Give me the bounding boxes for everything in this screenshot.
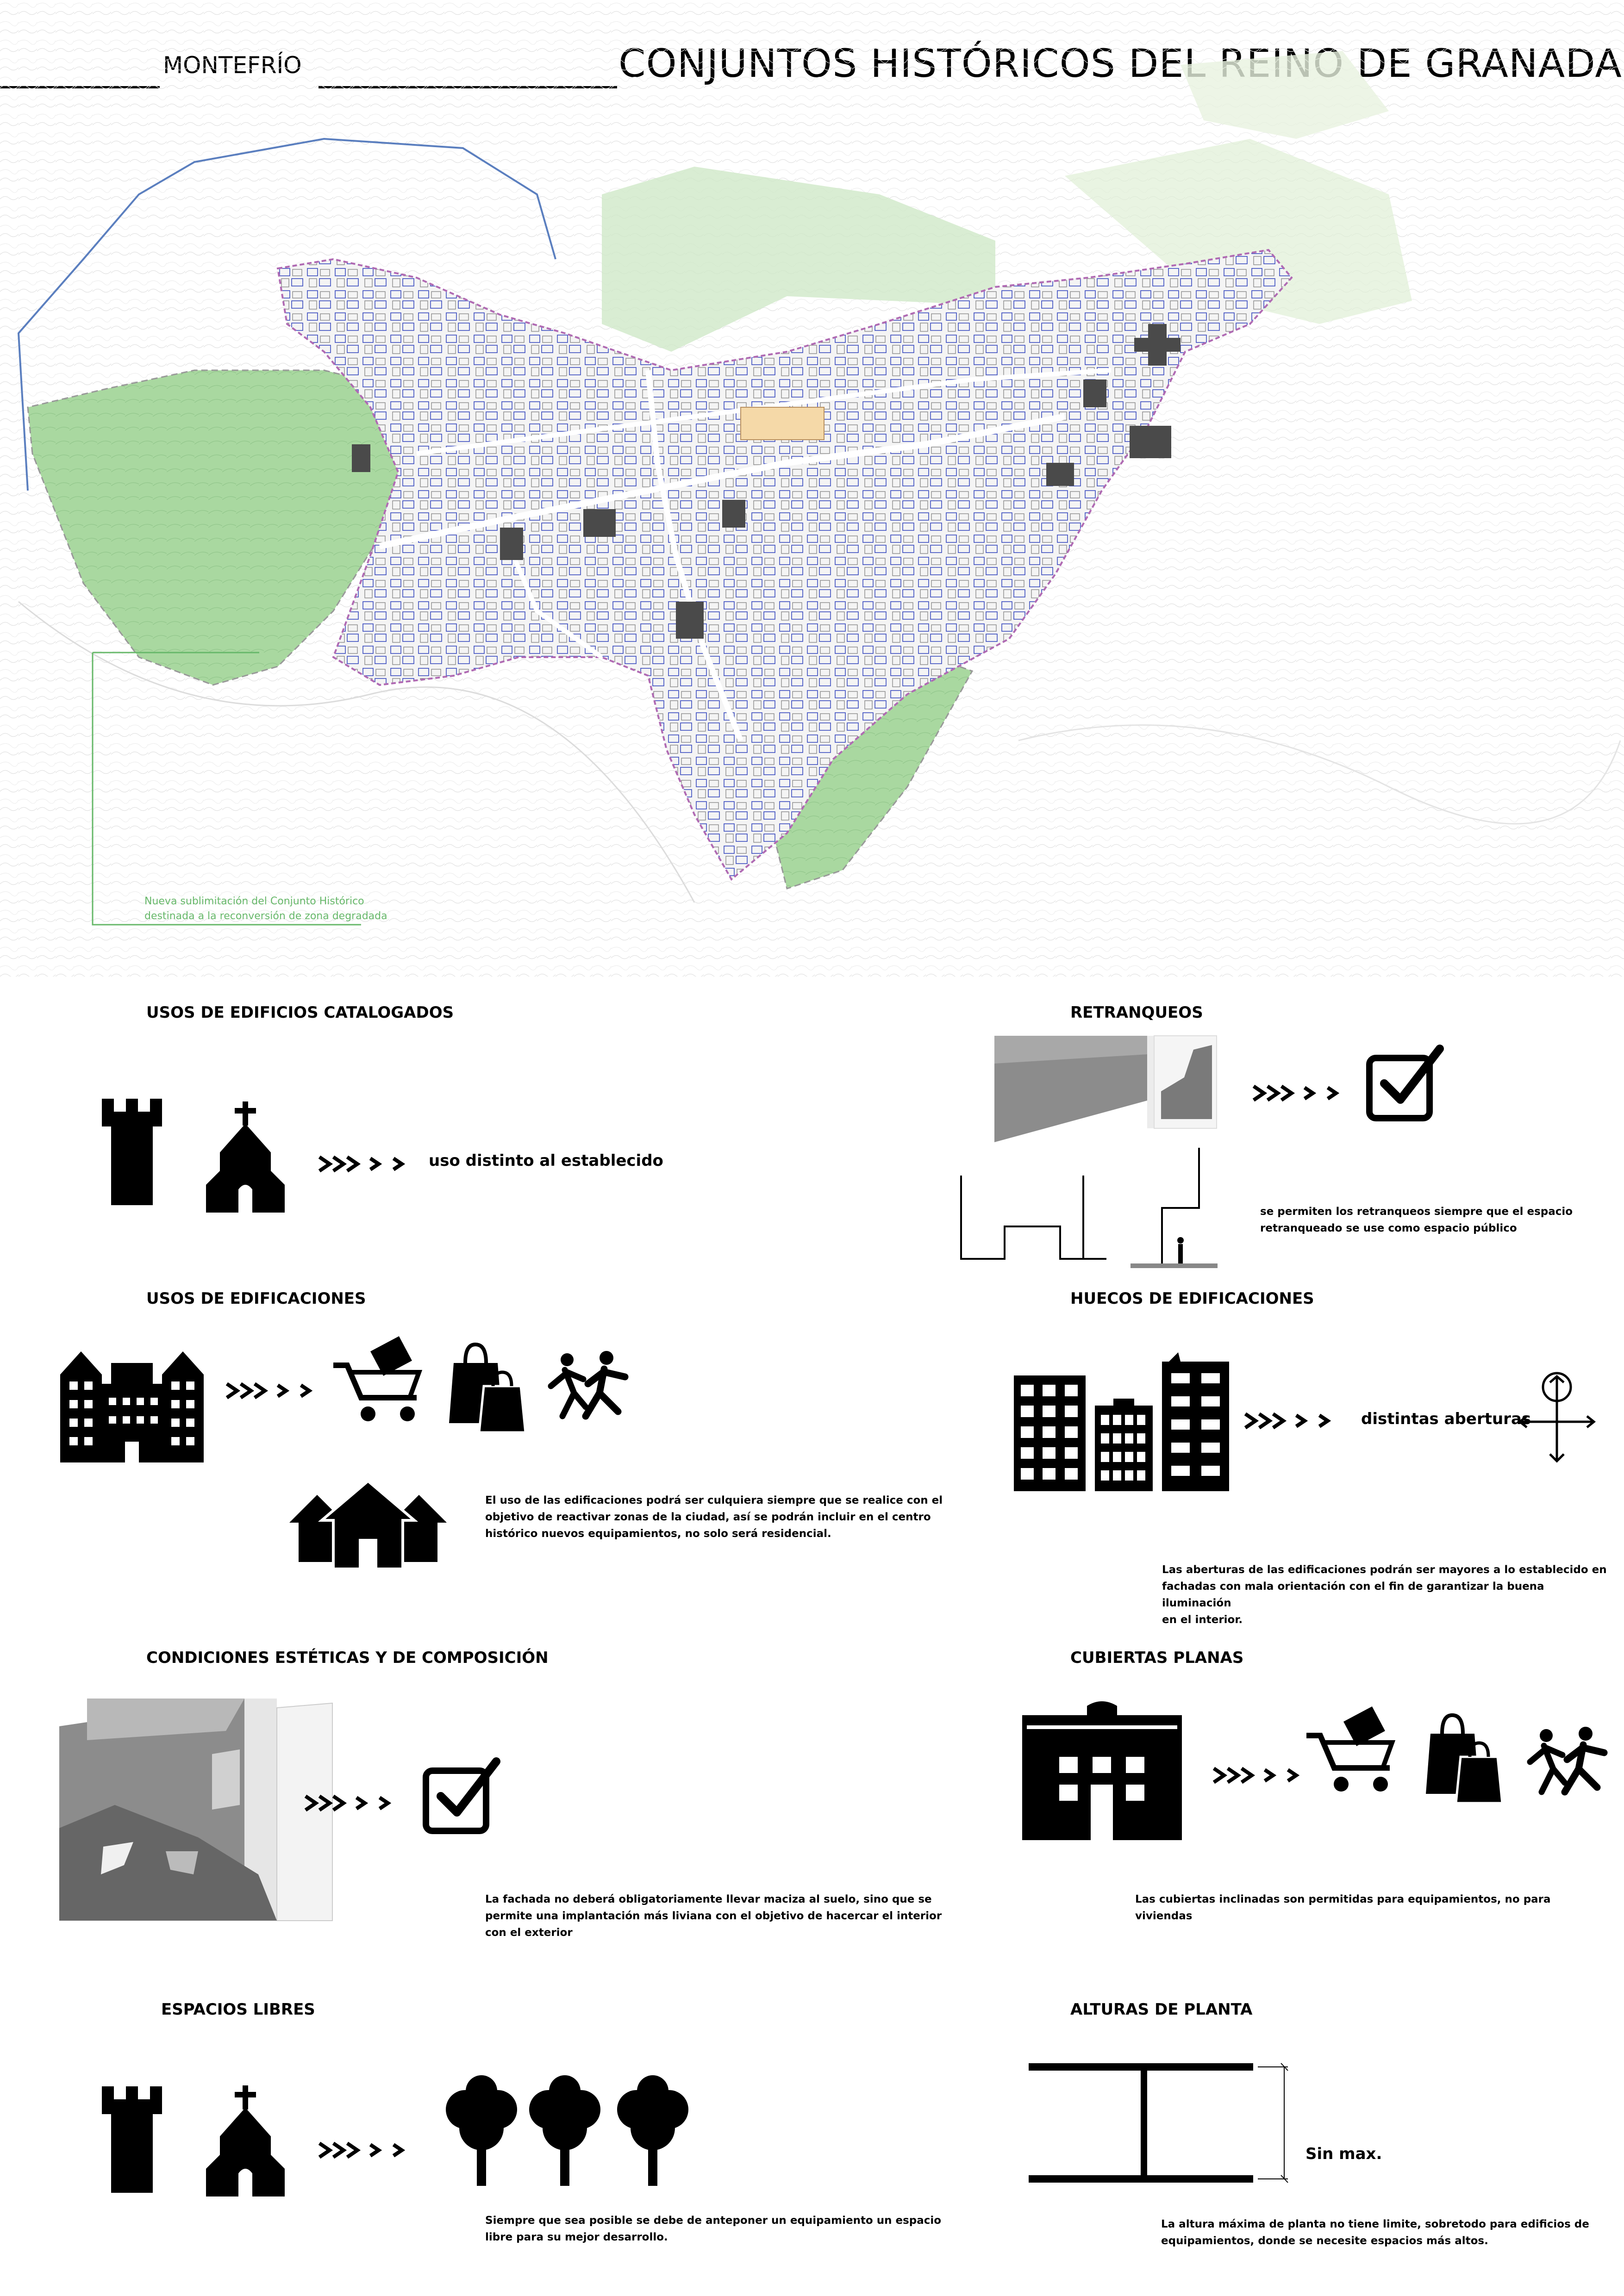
espacios-libres-description bbox=[485, 2212, 948, 2246]
section-title-retranqueos: RETRANQUEOS bbox=[1070, 1003, 1203, 1022]
alturas-text-1: La altura máxima de planta no tiene limite, sobretodo para edificios de bbox=[1161, 2218, 1589, 2230]
checkbox-icon bbox=[1366, 1044, 1444, 1123]
cubiertas-text-1: Las cubiertas inclinadas son permitidas para equipamientos, no para bbox=[1135, 1893, 1551, 1905]
setback-section-diagram bbox=[958, 1148, 1218, 1277]
huecos-text-1: Las aberturas de las edificaciones podrán ser mayores a lo establecido en bbox=[1162, 1564, 1607, 1576]
retranqueos-text-1: se permiten los retranqueos siempre que el espacio bbox=[1260, 1206, 1573, 1218]
retranqueos-description bbox=[1260, 1203, 1584, 1237]
section-title-espacios-libres: ESPACIOS LIBRES bbox=[161, 2000, 315, 2019]
alturas-text-2: equipamientos, donde se necesite espacios más altos. bbox=[1161, 2235, 1488, 2247]
arrows-icon bbox=[227, 1381, 319, 1400]
tree-icon bbox=[444, 2077, 694, 2188]
espacios-libres-text-2: libre para su mejor desarrollo. bbox=[485, 2231, 668, 2243]
urban-map bbox=[0, 0, 1624, 977]
cubiertas-text-2: viviendas bbox=[1135, 1910, 1193, 1922]
tower-icon bbox=[102, 2086, 162, 2193]
checkbox-icon bbox=[422, 1757, 501, 1836]
section-title-huecos: HUECOS DE EDIFICACIONES bbox=[1070, 1289, 1314, 1308]
esteticas-text-2: permite una implantación más liviana con el objetivo de hacercar el interior bbox=[485, 1910, 942, 1922]
huecos-text-3: en el interior. bbox=[1162, 1614, 1243, 1626]
running-people-icon bbox=[549, 1351, 632, 1421]
section-title-esteticas: CONDICIONES ESTÉTICAS Y DE COMPOSICIÓN bbox=[146, 1649, 549, 1667]
cubiertas-description bbox=[1135, 1891, 1598, 1924]
directions-icon bbox=[1518, 1371, 1596, 1463]
usos-edificaciones-text-3: histórico nuevos equipamientos, no solo será residencial. bbox=[485, 1528, 831, 1540]
public-building-icon bbox=[1022, 1697, 1182, 1840]
houses-icon bbox=[289, 1481, 447, 1569]
espacios-libres-text-1: Siempre que sea posible se debe de anteponer un equipamiento un espacio bbox=[485, 2215, 942, 2227]
distintas-aberturas-label: distintas aberturas bbox=[1361, 1410, 1531, 1428]
city-buildings-icon bbox=[1014, 1352, 1229, 1491]
usos-edificaciones-text-2: objetivo de reactivar zonas de la ciudad, así se podrán incluir en el centro bbox=[485, 1511, 931, 1523]
floor-height-diagram bbox=[1029, 2054, 1306, 2188]
retranqueos-text-2: retranqueado se use como espacio público bbox=[1260, 1222, 1517, 1234]
usos-edificaciones-description bbox=[485, 1492, 948, 1542]
arrows-icon bbox=[319, 2141, 412, 2159]
setback-render-image bbox=[994, 1036, 1217, 1142]
section-title-cubiertas: CUBIERTAS PLANAS bbox=[1070, 1649, 1244, 1667]
building-icon bbox=[60, 1338, 204, 1462]
cart-icon bbox=[1306, 1708, 1399, 1796]
running-people-icon bbox=[1528, 1727, 1611, 1797]
facade-render-image bbox=[59, 1699, 332, 1921]
section-title-usos-catalogados: USOS DE EDIFICIOS CATALOGADOS bbox=[146, 1003, 454, 1022]
arrows-icon bbox=[306, 1794, 398, 1812]
usos-edificaciones-text-1: El uso de las edificaciones podrá ser culquiera siempre que se realice con el bbox=[485, 1494, 943, 1506]
esteticas-text-1: La fachada no deberá obligatoriamente llevar maciza al suelo, sino que se bbox=[485, 1893, 932, 1905]
arrows-icon bbox=[1254, 1084, 1346, 1102]
huecos-description bbox=[1162, 1562, 1616, 1628]
arrows-icon bbox=[319, 1155, 412, 1173]
cart-icon bbox=[333, 1338, 426, 1425]
shopping-bags-icon bbox=[1424, 1711, 1502, 1803]
shopping-bags-icon bbox=[447, 1340, 525, 1432]
uso-distinto-label: uso distinto al establecido bbox=[429, 1151, 663, 1170]
map-note-line-1: Nueva sublimitación del Conjunto Histórico bbox=[144, 896, 364, 907]
arrows-icon bbox=[1214, 1766, 1306, 1785]
esteticas-text-3: con el exterior bbox=[485, 1927, 573, 1939]
tower-icon bbox=[102, 1099, 162, 1205]
church-icon bbox=[206, 2085, 285, 2196]
church-icon bbox=[206, 1101, 285, 1213]
map-note bbox=[144, 894, 404, 924]
map-note-line-2: destinada a la reconversión de zona degradada bbox=[144, 910, 387, 922]
sin-max-label: Sin max. bbox=[1305, 2145, 1382, 2163]
section-title-usos-edificaciones: USOS DE EDIFICACIONES bbox=[146, 1289, 366, 1308]
huecos-text-2: fachadas con mala orientación con el fin de garantizar la buena iluminación bbox=[1162, 1580, 1544, 1609]
alturas-description bbox=[1161, 2216, 1615, 2249]
arrows-icon bbox=[1245, 1412, 1338, 1430]
esteticas-description bbox=[485, 1891, 948, 1941]
section-title-alturas: ALTURAS DE PLANTA bbox=[1070, 2000, 1253, 2019]
